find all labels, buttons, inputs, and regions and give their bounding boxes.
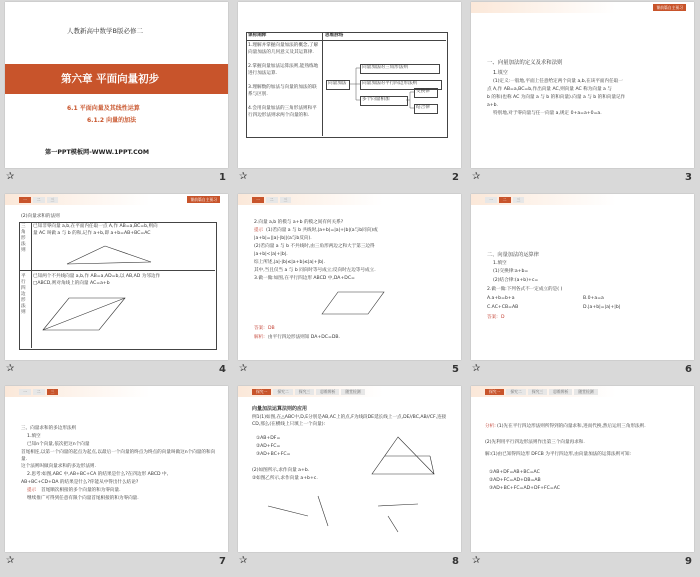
tab-1[interactable]: 探究一 — [485, 389, 504, 395]
text-line: 解:(1)由已知得四边形 DFCB 为平行四边形,由向量加法的运算法则可知: — [485, 452, 631, 457]
text-line: ①AB+DF=AB+BC=AC — [489, 470, 540, 475]
table-divider — [31, 222, 32, 348]
tab-2[interactable]: 二 — [266, 197, 278, 203]
slide-heading: 二、向量加法的运算律 — [487, 252, 539, 258]
section-badge: 课前篇自主预习 — [653, 4, 686, 11]
text-line: 首尾顺次相接的多个向量的和为零向量. — [41, 488, 121, 493]
slide-number: 1 — [219, 172, 226, 183]
text-line: 这个法则叫做向量求和的多边形法则. — [21, 464, 96, 469]
tab-5[interactable]: 随堂检测 — [341, 389, 364, 395]
text-line: ③AD+BC+FC=AD+DF+FC=AC — [489, 486, 560, 491]
text-line: 首尾相连,以第一个向量的起点为起点,以最后一个向量的终点为终点的向量叫做这n个向量的和向量. — [21, 450, 216, 462]
tab-1[interactable]: 探究一 — [252, 389, 271, 395]
slide-number: 3 — [685, 172, 692, 183]
row1-label: 三角形法则 — [21, 224, 26, 253]
slide-7 — [5, 386, 228, 552]
slide-6 — [471, 194, 694, 360]
map-root-label: 向量加法 — [328, 81, 347, 86]
text-line: 点 A,作 AB=a,BC=b,作出向量 AC,则向量 AC 称为向量 a 与 — [487, 87, 612, 92]
answer-value: DB — [268, 326, 275, 331]
tip-line: 其中,当且仅当 a 与 b 同向时等号成立;反向时左边等号成立. — [254, 268, 376, 273]
thumbnail-4[interactable] — [0, 192, 233, 384]
tab-1[interactable]: 一 — [485, 197, 497, 203]
chapter-title: 第六章 平面向量初步 — [61, 73, 160, 85]
tab-3[interactable]: 三 — [280, 197, 292, 203]
header-bar — [5, 386, 228, 397]
star-icon[interactable]: ✰ — [6, 171, 15, 182]
tab-strip — [252, 389, 367, 395]
slide-number: 5 — [452, 364, 459, 375]
tip-line: 综上所述,|a|-|b|≤|a+b|≤|a|+|b|. — [254, 260, 326, 265]
slide-5 — [238, 194, 461, 360]
row-divider — [19, 270, 215, 271]
star-icon[interactable]: ✰ — [239, 363, 248, 374]
thumbnail-2[interactable] — [233, 0, 466, 192]
map-leaf-1-label: 交换律 — [416, 89, 430, 94]
col1-header: 课标阐释 — [248, 33, 267, 38]
row2-label: 平行四边形法则 — [21, 274, 26, 315]
slide-number: 9 — [685, 556, 692, 567]
tab-4[interactable]: 思维辨析 — [549, 389, 572, 395]
star-icon[interactable]: ✰ — [6, 555, 15, 566]
tab-1[interactable]: 一 — [252, 197, 264, 203]
slide-number: 8 — [452, 556, 459, 567]
tip-line: |a+b|=||a|-|b||(a与b反向). — [254, 236, 312, 241]
slide-heading: 向量加法运算法则的应用 — [252, 406, 308, 412]
tab-3[interactable]: 三 — [47, 197, 59, 203]
text-line: AB+BC+CD+DA 的结果是什么?你能从中得出什么结论? — [21, 480, 139, 485]
map-branch-2-label: 向量加法的平行四边形法则 — [362, 81, 418, 86]
thumbnail-8[interactable] — [233, 384, 466, 576]
text-line: 特别地,对于零向量与任一向量 a,规定 0+a=a+0=a. — [493, 111, 602, 116]
text-line: 继续推广可得到任意有限个向量首尾相接的和为零向量. — [27, 496, 139, 501]
analysis-label: 解析: — [254, 335, 265, 340]
text-line: 2.做一做:下列各式不一定成立的是( ) — [487, 287, 563, 292]
text-line: ②AD+FC=AD+DB=AB — [489, 478, 541, 483]
tip-line: (2)若向量 a 与 b 不共线时,由三角形两边之和大于第三边得 — [254, 244, 375, 249]
col2-header: 思维脉络 — [325, 33, 344, 38]
analysis-label: 分析: — [485, 424, 496, 429]
tip-label: 提示 — [254, 228, 264, 233]
thumbnail-7[interactable] — [0, 384, 233, 576]
text-line: b 的和(也称 AC 为向量 a 与 b 的和向量).向量 a 与 b 的和向量记作 — [487, 95, 626, 100]
star-icon[interactable]: ✰ — [6, 363, 15, 374]
tab-1[interactable]: 一 — [19, 197, 31, 203]
table-caption: (2)向量求和的法则 — [21, 214, 60, 219]
book-title: 人教新高中数学B版必修二 — [67, 27, 143, 35]
footer-site: 第一PPT模板网-WWW.1PPT.COM — [45, 149, 150, 156]
map-branch-1-label: 向量加法的三角形法则 — [362, 65, 408, 70]
star-icon[interactable]: ✰ — [472, 171, 481, 182]
tab-strip — [19, 197, 60, 203]
tab-2[interactable]: 探究二 — [506, 389, 525, 395]
tab-2[interactable]: 二 — [33, 197, 45, 203]
star-icon[interactable]: ✰ — [472, 363, 481, 374]
option-a: A.a+b=b+a — [487, 296, 515, 301]
blank-2: ②AD+FC= — [256, 444, 281, 449]
text-line: (1)交换律:a+b= — [493, 269, 529, 274]
part-2b-text: ②如图乙所示,求作向量 a+b+c. — [252, 476, 318, 481]
slide-9 — [471, 386, 694, 552]
text-line: (1)定义:一般地,平面上任意给定两个向量 a,b,在该平面内任取一 — [493, 79, 623, 84]
part-2-text: (2)如图所示,求作向量 a+b. — [252, 468, 310, 473]
header-bar — [238, 386, 461, 397]
tip-label: 提示 — [27, 488, 37, 493]
subsection-title: 6.1.2 向量的加法 — [87, 117, 137, 124]
slide-number: 4 — [219, 364, 226, 375]
section-badge: 课前篇自主预习 — [187, 196, 220, 203]
slide-8 — [238, 386, 461, 552]
map-leaf-2-label: 结合律 — [416, 105, 430, 110]
section-title: 6.1 平面向量及其线性运算 — [67, 105, 140, 112]
answer-label: 答案: — [487, 315, 498, 320]
slide-subheading: 1.填空 — [493, 70, 508, 76]
tab-4[interactable]: 思维辨析 — [316, 389, 339, 395]
tab-2[interactable]: 探究二 — [273, 389, 292, 395]
blank-3: ③AD+BC+FC= — [256, 452, 291, 457]
tab-3[interactable]: 探究三 — [295, 389, 314, 395]
tip-line: 3.做一做:如图,在平行四边形 ABCD 中,DA+DC= — [254, 276, 355, 281]
answer-value: D — [501, 315, 505, 320]
slide-number: 6 — [685, 364, 692, 375]
objective-1: 1.理解并掌握向量加法的概念,了解向量加法的几何意义及其运算律. — [248, 43, 319, 55]
tab-3[interactable]: 三 — [47, 389, 59, 395]
tab-strip — [485, 197, 526, 203]
tab-strip — [19, 389, 60, 395]
row2-text: □ABCD,则对角线上的向量 AC=a+b — [33, 281, 110, 286]
tab-5[interactable]: 随堂检测 — [574, 389, 597, 395]
text-line: 2.思考:如图,ABC 中,AB+BC+CA 的结果是什么?在四边形 ABCD 中, — [27, 472, 169, 477]
slide-subheading: 1.填空 — [493, 261, 507, 266]
tab-strip — [485, 389, 600, 395]
vector-figures — [258, 486, 438, 536]
text-line: (2)先利用平行四边形法则作出第三个向量再求和. — [485, 440, 585, 445]
text-line: (2)结合律:(a+b)+c= — [493, 278, 539, 283]
tab-3[interactable]: 三 — [513, 197, 525, 203]
star-icon[interactable]: ✰ — [472, 555, 481, 566]
slide-2 — [238, 2, 461, 168]
parallelogram-rule-figure — [39, 294, 129, 334]
option-d: D.|a+b|=|a|+|b| — [583, 305, 621, 310]
slide-heading: 一、向量加法的定义及求和法则 — [487, 60, 563, 66]
text-line: a+b. — [487, 103, 499, 108]
slide-3 — [471, 2, 694, 168]
option-c: C.AC+CB=AB — [487, 305, 519, 310]
thumbnail-5[interactable] — [233, 192, 466, 384]
row2-text: 已知两个不共线向量 a,b,作 AB=a,AD=b,以 AB,AD 为邻边作 — [33, 274, 161, 279]
parallelogram-figure — [318, 288, 388, 318]
triangle-figure — [368, 434, 438, 478]
slide-number: 2 — [452, 172, 459, 183]
triangle-rule-figure — [65, 242, 155, 268]
header-bar — [471, 386, 694, 397]
row1-text: 量 AC 叫做 a 与 b 的和,记作 a+b,即 a+b=AB+BC=AC — [33, 231, 151, 236]
thumbnail-1[interactable] — [0, 0, 233, 192]
map-branch-3-label: 多个向量相加 — [362, 97, 390, 102]
answer-label: 答案: — [254, 326, 265, 331]
star-icon[interactable]: ✰ — [239, 171, 248, 182]
slide-number: 7 — [219, 556, 226, 567]
tab-2[interactable]: 二 — [499, 197, 511, 203]
tab-2[interactable]: 二 — [33, 389, 45, 395]
header-bar — [471, 2, 694, 13]
thumbnail-9[interactable] — [466, 384, 699, 576]
tab-3[interactable]: 探究三 — [528, 389, 547, 395]
star-icon[interactable]: ✰ — [239, 555, 248, 566]
blank-1: ①AB+DF= — [256, 436, 281, 441]
tab-1[interactable]: 一 — [19, 389, 31, 395]
option-b: B.0+a=a — [583, 296, 604, 301]
objective-3: 3.理解数的加法与向量的加法的联系与区别. — [248, 85, 317, 97]
objective-4: 4.会用向量加法的三角形法则和平行四边形法则求两个向量的和. — [248, 106, 317, 118]
question: 2.向量 a,b 的模与 a+b 的模之间有何关系? — [254, 220, 344, 225]
row1-text: 已知非零向量 a,b,在平面内任取一点 A,作 AB=a,BC=b,则向 — [33, 224, 158, 229]
slide-subheading: 1.填空 — [27, 434, 41, 439]
thumbnail-3[interactable] — [466, 0, 699, 192]
header-bar — [5, 194, 228, 205]
header-bar — [238, 194, 461, 205]
slide-4 — [5, 194, 228, 360]
example-text: 例1(1)如图,在△ABC中,D,E分别是AB,AC上的点,F为线段DE延长线上一点,DE//BC,AB//CF,连接CD,那么(在横线上只填上一个向量): — [252, 415, 447, 427]
objective-2: 2.掌握向量加法运算法则,能熟练地进行加法运算. — [248, 64, 319, 76]
analysis-text: 由平行四边形法则知 DA+DC=DB. — [268, 335, 340, 340]
slide-heading: 三、向量求和的多边形法则 — [21, 426, 77, 431]
tab-strip — [252, 197, 293, 203]
tip-line: (1)若向量 a 与 b 共线时,|a+b|=|a|+|b|(a与b同向)或 — [266, 228, 378, 233]
slide-1 — [5, 2, 228, 168]
header-bar — [471, 194, 694, 205]
tip-line: |a+b|<|a|+|b|. — [254, 252, 288, 257]
text-line: (1)先在平行四边形法则所得到的向量求和,进而代换,然后运用三角形法则. — [497, 424, 646, 429]
text-line: 已知n个向量,依次把这n个向量 — [27, 442, 90, 447]
thumbnail-6[interactable] — [466, 192, 699, 384]
